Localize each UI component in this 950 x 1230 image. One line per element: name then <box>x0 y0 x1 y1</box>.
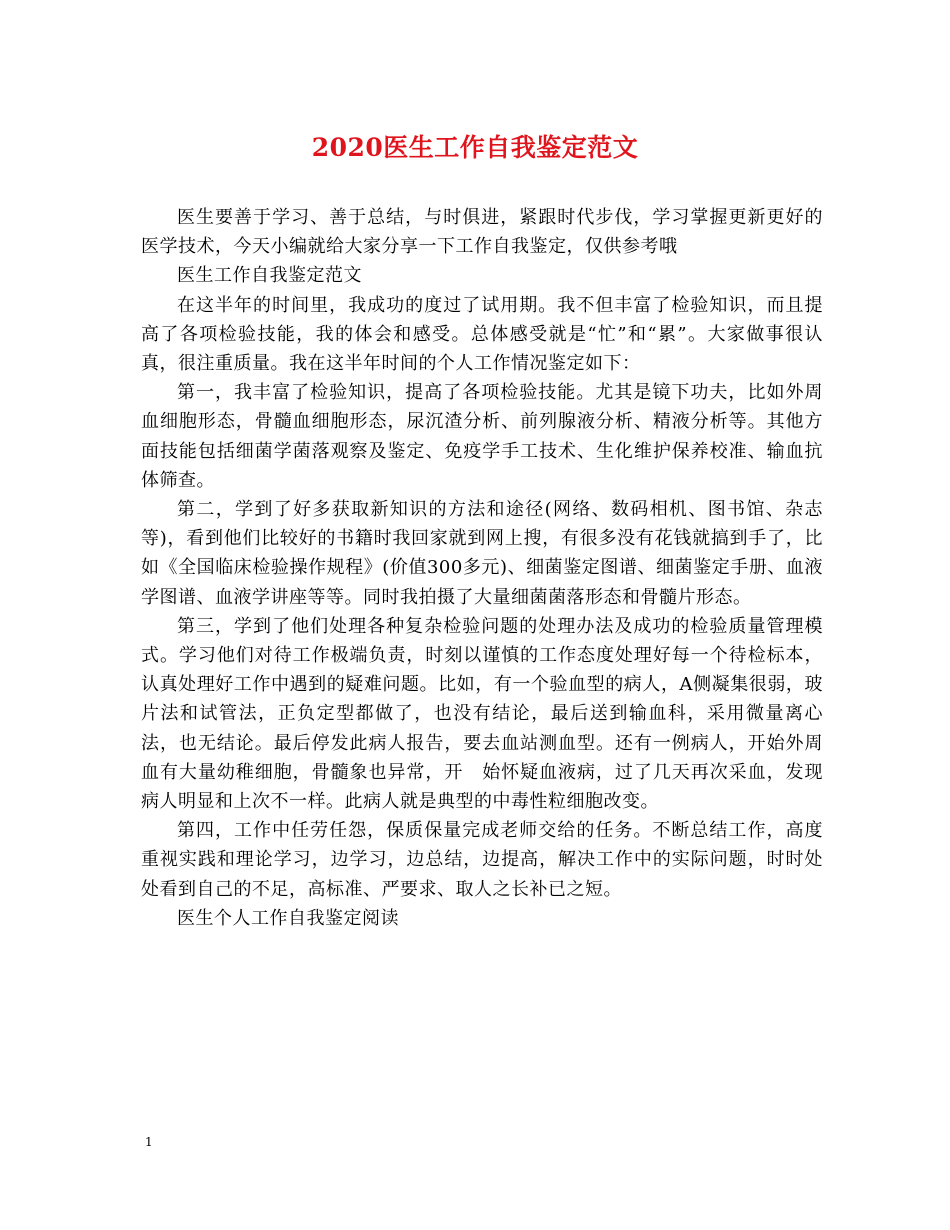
paragraph-heading-reading: 医生个人工作自我鉴定阅读 <box>177 907 399 929</box>
paragraph-third: 第三，学到了他们处理各种复杂检验问题的处理办法及成功的检验质量管理模式。学习他们对待工作极端负责，时刻以谨慎的工作态度处理好每一个待检标本，认真处理好工作中遇到的疑难问题。比如，有一个验血型的病人，A侧凝集很弱，玻片法和试管法，正负定型都做了，也没有结论，最后送到输血科，采用微量离心法，也无结论。最后停发此病人报告，要去血站测血型。还有一例病人，开始外周血有大量幼稚细胞，骨髓象也异常，开 始怀疑血液病，过了几天再次采血，发现病人明显和上次不一样。此病人就是典型的中毒性粒细胞改变。 <box>141 615 823 813</box>
paragraph-heading-fanwen: 医生工作自我鉴定范文 <box>177 265 362 287</box>
document-body <box>141 203 823 933</box>
paragraph-intro: 医生要善于学习、善于总结，与时俱进，紧跟时代步伐，学习掌握更新更好的医学技术，今天小编就给大家分享一下工作自我鉴定，仅供参考哦 <box>141 207 823 258</box>
page-number: 1 <box>145 1135 153 1149</box>
paragraph-fourth: 第四，工作中任劳任怨，保质保量完成老师交给的任务。不断总结工作，高度重视实践和理论学习，边学习，边总结，边提高，解决工作中的实际问题，时时处处看到自己的不足，高标准、严要求、取人之长补已之短。 <box>141 820 823 900</box>
document-title: 2020医生工作自我鉴定范文 <box>311 133 639 162</box>
paragraph-trial-period: 在这半年的时间里，我成功的度过了试用期。我不但丰富了检验知识，而且提高了各项检验技能，我的体会和感受。总体感受就是“忙”和“累”。大家做事很认真，很注重质量。我在这半年时间的个人工作情况鉴定如下： <box>141 294 823 375</box>
paragraph-second: 第二，学到了好多获取新知识的方法和途径(网络、数码相机、图书馆、杂志等)，看到他们比较好的书籍时我回家就到网上搜，有很多没有花钱就搞到手了，比如《全国临床检验操作规程》(价值300多元)、细菌鉴定图谱、细菌鉴定手册、血液学图谱、血液学讲座等等。同时我拍摄了大量细菌菌落形态和骨髓片形态。 <box>141 499 823 608</box>
paragraph-first: 第一，我丰富了检验知识，提高了各项检验技能。尤其是镜下功夫，比如外周血细胞形态，骨髓血细胞形态，尿沉渣分析、前列腺液分析、精液分析等。其他方面技能包括细菌学菌落观察及鉴定、免疫学手工技术、生化维护保养校准、输血抗体筛查。 <box>141 382 823 491</box>
